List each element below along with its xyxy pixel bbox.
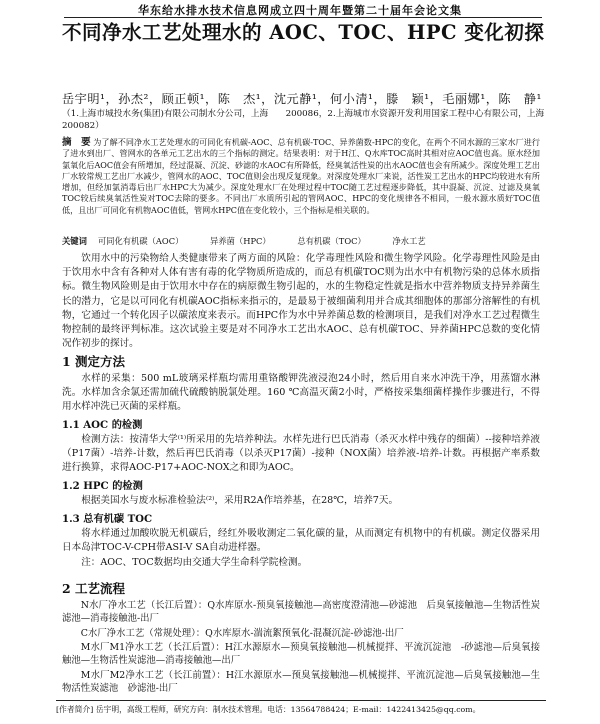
subsection-heading-1-3: 1.3 总有机碳 TOC xyxy=(62,513,153,525)
toc-method-paragraph: 将水样通过加酸吹脱无机碳后，经红外吸收测定二氧化碳的量，从而测定有机物中的有机碳。测定仪器采用日本岛津TOC-V-CPH带ASI-V SA自动进样器。 xyxy=(62,528,540,553)
keyword-item: 总有机碳（TOC） xyxy=(297,236,366,246)
process-flow-m2: M水厂M2净水工艺（长江前置）：H江水源原水—预臭氧接触池—机械搅拌、平流沉淀池—后臭氧接触池—生物活性炭滤池 砂滤池-出厂 xyxy=(62,670,540,695)
affiliation: （1.上海市城投水务(集团)有限公司制水分公司，上海 200086，2.上海城市水资源开发利用国家工程中心有限公司，上海 200082） xyxy=(62,109,562,131)
abstract-text: 为了解不同净水工艺处理水的可同化有机碳-AOC、总有机碳-TOC、异养菌数-HPC的变化，在两个不同水源的三家水厂进行了进水到出厂、管网水的各单元工艺出水的三个指标的测定。结果表明：对于H江、Q水库TOC高时其相对应AOC值也高。原水经加氯氧化后AOC值会有所增加，经过混凝、沉淀、砂滤的水AOC有所降低，经臭氧活性炭的出水AOC值也会有所减少。深度处理工艺出厂水较常规工艺出厂水减少，管网水的AOC、TOC值则会出现反复现象。对深度处理水厂来说，活性炭工艺出水的HPC均较进水有所增加，但经加氯消毒后出厂水HPC大为减少。深度处理水厂在处理过程中TOC随工艺过程逐步降低，其中混凝、沉淀、过滤及臭氧TOC较后续臭氧活性炭对TOC去除的要多。不同出厂水质所引起的管网AOC、HPC的变化规律各不相同，一般水源水质好TOC值低，且出厂可同化有机物AOC值低，管网水HPC值在变化较小，三个指标是相关联的。 xyxy=(62,137,540,215)
header-rule xyxy=(64,17,542,18)
subsection-heading-1-2: 1.2 HPC 的检测 xyxy=(62,480,143,492)
footer-rule xyxy=(56,700,546,701)
abstract xyxy=(62,137,540,216)
keywords-label: 关键词 xyxy=(62,236,87,246)
section-heading-1: 1 测定方法 xyxy=(62,354,126,369)
keywords xyxy=(62,235,540,247)
introduction-paragraph: 饮用水中的污染物给人类健康带来了两方面的风险：化学毒理性风险和微生物学风险。化学毒理性风险是由于饮用水中含有各种对人体有害有毒的化学物质所造成的，而总有机碳TOC则为出水中有机物污染的总体水质指标。微生物风险则是由于饮用水中存在的病原微生物引起的，水的生物稳定性就是指水中营养物质支持异养菌生长的潜力，它是以可同化有机碳AOC指标来指示的，是最易于被细菌利用并合成其细胞体的那部分溶解性的有机物，它通过一个转化因子以碳浓度来表示。而HPC作为水中异养菌总数的检测项目，是我们对净水工艺过程微生物控制的最终评判标准。这次试验主要是对不同净水工艺出水AOC、总有机碳TOC、异养菌HPC总数的变化情况作初步的探讨。 xyxy=(62,253,540,350)
keyword-item: 可同化有机碳（AOC） xyxy=(97,236,184,246)
abstract-label: 摘 要 xyxy=(62,137,91,148)
running-head: 华东给水排水技术信息网成立四十周年暨第二十届年会论文集 xyxy=(138,4,462,17)
sampling-paragraph: 水样的采集：500 mL玻璃采样瓶均需用重铬酸钾洗液浸泡24小时，然后用自来水冲洗干净，用蒸馏水淋洗。水样加含余氯还需加硫代硫酸钠脱氯处理。160 ℃高温灭菌2小时，严格按采集细菌样操作步骤进行，不得用水样冲洗已灭菌的采样瓶。 xyxy=(62,373,540,412)
hpc-method-paragraph: 根据美国水与废水标准检验法⁽²⁾，采用R2A作培养基，在28℃，培养7天。 xyxy=(81,495,399,506)
process-flow-m1: M水厂M1净水工艺（长江后置）：H江水源原水—预臭氧接触池—机械搅拌、平流沉淀池 -砂滤池—后臭氧接触池—生物活性炭滤池—消毒接触池—出厂 xyxy=(62,642,540,667)
aoc-method-paragraph: 检测方法：按清华大学⁽¹⁾所采用的先培养种法。水样先进行巴氏消毒（杀灭水样中残存的细菌）--接种培养液（P17菌）-培养-计数，然后再巴氏消毒（以杀灭P17菌）-接种（NOX菌）培养液-培养-计数。再根据产率系数进行换算，求得AOC-P17+AOC-NOX之和即为AOC。 xyxy=(62,434,540,473)
data-note: 注：AOC、TOC数据均由交通大学生命科学院检测。 xyxy=(81,557,308,568)
process-flow-c: C水厂净水工艺（常规处理）：Q水库原水-湍流絮预氧化-混凝沉淀-砂滤池-出厂 xyxy=(80,628,404,639)
keyword-item: 异养菌（HPC） xyxy=(210,236,271,246)
keyword-item: 净水工艺 xyxy=(392,236,426,246)
process-flow-n: N水厂净水工艺（长江后置）：Q水库原水-预臭氧接触池—高密度澄清池—砂滤池 后臭氧接触池—生物活性炭滤池—消毒接触池-出厂 xyxy=(62,600,540,625)
paper-title: 不同净水工艺处理水的 AOC、TOC、HPC 变化初探 xyxy=(62,21,545,44)
author-list: 岳宇明¹，孙杰²，顾正顿¹，陈 杰¹，沈元静¹，何小清¹，滕 颖¹，毛丽娜¹，陈 静¹ xyxy=(62,92,542,106)
section-heading-2: 2 工艺流程 xyxy=(62,581,126,596)
subsection-heading-1-1: 1.1 AOC 的检测 xyxy=(62,419,143,431)
author-footnote: [作者简介] 岳宇明，高级工程师，研究方向：制水技术管理。电话：13564788424；E-mail：1422413425@qq.com。 xyxy=(56,705,481,714)
